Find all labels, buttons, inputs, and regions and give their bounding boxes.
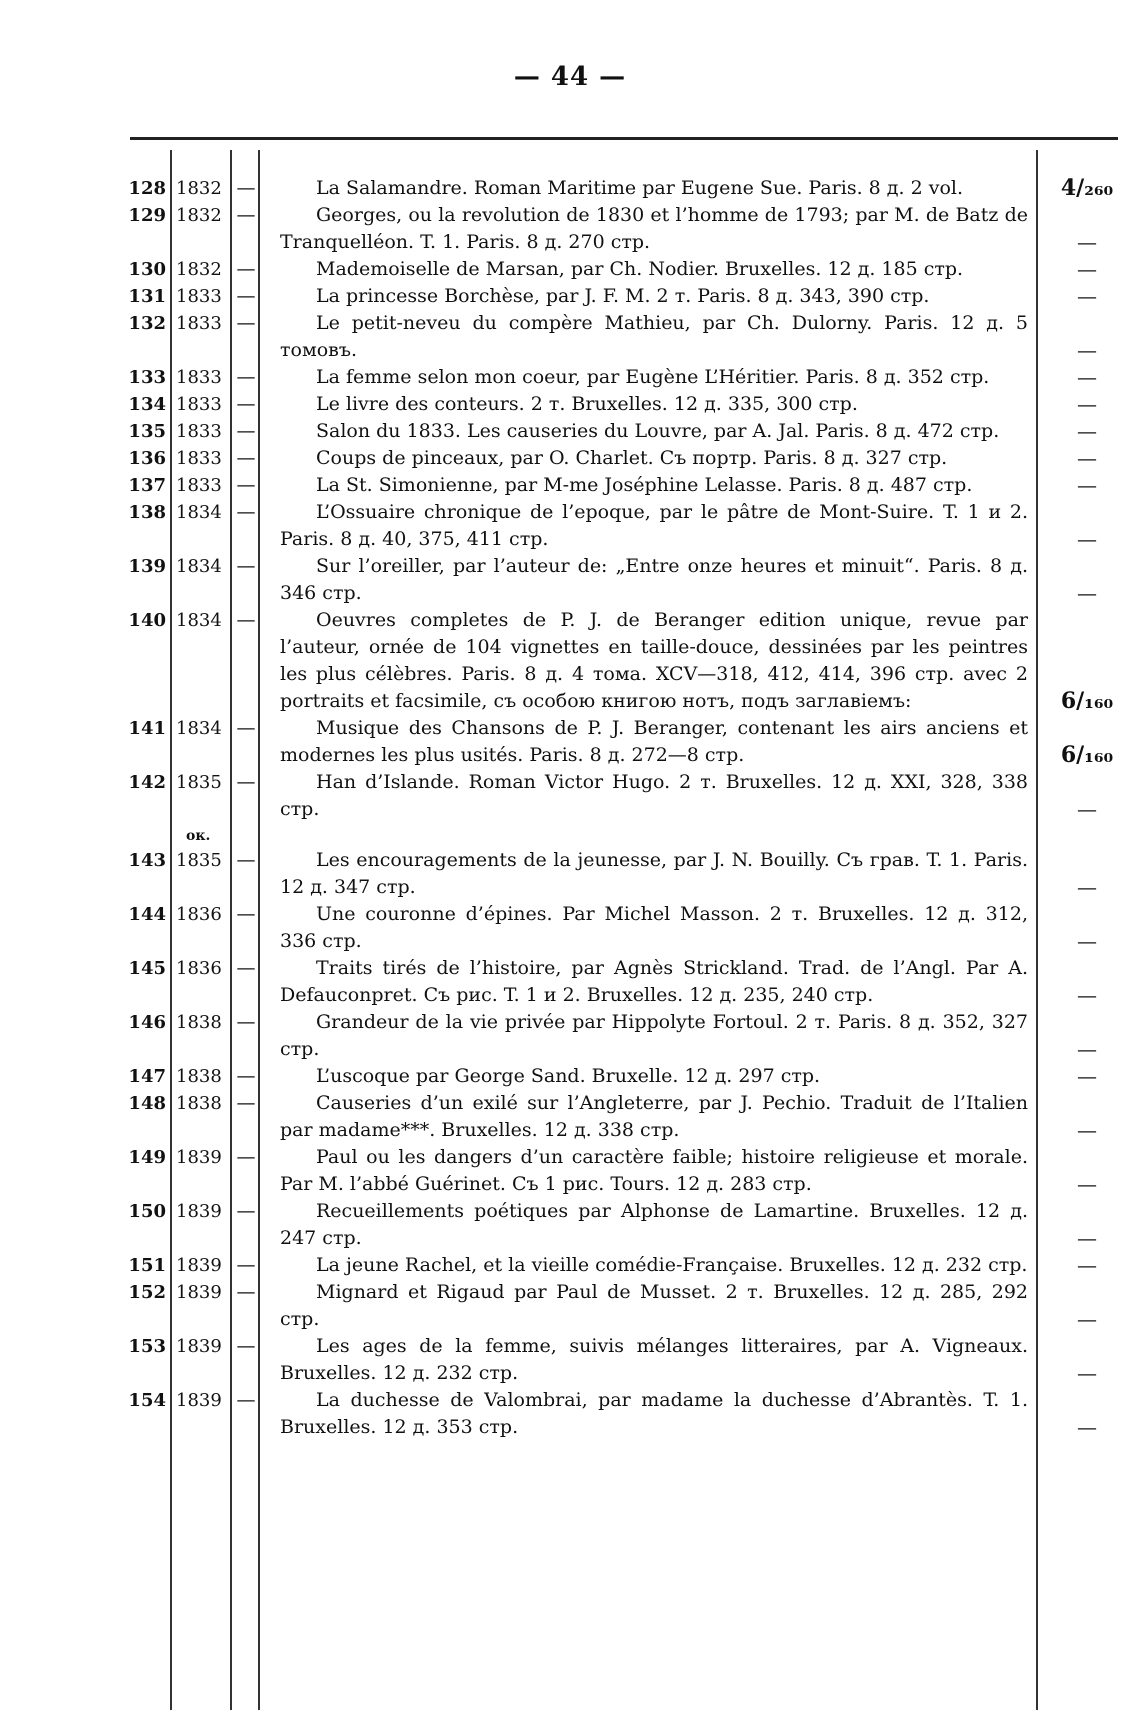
entry-year: 1838 bbox=[176, 1093, 222, 1114]
entry-dash: — bbox=[236, 903, 256, 925]
entry-year: 1834 bbox=[176, 610, 222, 631]
catalog-entry bbox=[0, 553, 1140, 607]
entry-price: — bbox=[1077, 473, 1097, 497]
entry-price: — bbox=[1077, 1172, 1097, 1196]
entry-price: — bbox=[1077, 365, 1097, 389]
entry-description: L’Ossuaire chronique de l’epoque, par le pâtre de Mont-Suire. T. 1 и 2. Paris. 8 д. 40, 375, 411 стр. bbox=[280, 501, 1028, 550]
entry-year: 1832 bbox=[176, 259, 222, 280]
catalog-entry bbox=[0, 828, 1140, 901]
catalog-entry bbox=[0, 1090, 1140, 1144]
entry-year: 1839 bbox=[176, 1255, 222, 1276]
entry-number: 130 bbox=[128, 259, 166, 280]
entry-description: Coups de pinceaux, par O. Charlet. Съ портр. Paris. 8 д. 327 стр. bbox=[316, 447, 948, 469]
entry-description: La Salamandre. Roman Maritime par Eugene Sue. Paris. 8 д. 2 vol. bbox=[316, 177, 963, 199]
entry-description: Grandeur de la vie privée par Hippolyte Fortoul. 2 т. Paris. 8 д. 352, 327 стр. bbox=[280, 1011, 1028, 1060]
entry-price: — bbox=[1077, 419, 1097, 443]
catalog-entry bbox=[0, 445, 1140, 472]
entry-dash: — bbox=[236, 1200, 256, 1222]
entry-description: Le petit-neveu du compère Mathieu, par Ch. Dulorny. Paris. 12 д. 5 томовъ. bbox=[280, 312, 1028, 361]
entry-price: — bbox=[1077, 1361, 1097, 1385]
entry-price: — bbox=[1077, 230, 1097, 254]
catalog-entry bbox=[0, 1063, 1140, 1090]
entry-description: Le livre des conteurs. 2 т. Bruxelles. 12 д. 335, 300 стр. bbox=[316, 393, 858, 415]
entry-dash: — bbox=[236, 555, 256, 577]
entry-dash: — bbox=[236, 285, 256, 307]
entry-price: — bbox=[1077, 929, 1097, 953]
entry-description: Salon du 1833. Les causeries du Louvre, par A. Jal. Paris. 8 д. 472 стр. bbox=[316, 420, 1000, 442]
entry-dash: — bbox=[236, 1146, 256, 1168]
entry-price: — bbox=[1077, 1037, 1097, 1061]
entry-price: — bbox=[1077, 257, 1097, 281]
entry-year: 1835 bbox=[176, 772, 222, 793]
catalog-entry bbox=[0, 769, 1140, 823]
entry-dash: — bbox=[236, 393, 256, 415]
entry-price: — bbox=[1077, 1118, 1097, 1142]
entry-dash: — bbox=[236, 474, 256, 496]
entry-dash: — bbox=[236, 1389, 256, 1411]
entry-price: — bbox=[1077, 1415, 1097, 1439]
entry-number: 147 bbox=[128, 1066, 166, 1087]
catalog-entry bbox=[0, 1198, 1140, 1252]
entry-description: L’uscoque par George Sand. Bruxelle. 12 д. 297 стр. bbox=[316, 1065, 821, 1087]
entry-price: 6/₁₆₀ bbox=[1060, 688, 1114, 714]
entry-spacer bbox=[0, 823, 1140, 847]
entry-dash: — bbox=[236, 366, 256, 388]
catalog-entry bbox=[0, 1144, 1140, 1198]
entry-year: 1833 bbox=[176, 313, 222, 334]
entry-price: — bbox=[1077, 1307, 1097, 1331]
entry-price: — bbox=[1077, 875, 1097, 899]
entry-price: — bbox=[1077, 1226, 1097, 1250]
entry-dash: — bbox=[236, 447, 256, 469]
entry-number: 143 bbox=[128, 850, 166, 871]
entry-number: 150 bbox=[128, 1201, 166, 1222]
entry-number: 140 bbox=[128, 610, 166, 631]
entry-year: 1839 bbox=[176, 1336, 222, 1357]
entry-price: — bbox=[1077, 284, 1097, 308]
entry-description: Les encouragements de la jeunesse, par J. N. Bouilly. Съ грав. T. 1. Paris. 12 д. 347 стр. bbox=[280, 849, 1028, 898]
catalog-entry bbox=[0, 901, 1140, 955]
header-rule bbox=[130, 137, 1118, 140]
entry-number: 146 bbox=[128, 1012, 166, 1033]
catalog-entry bbox=[0, 607, 1140, 715]
catalog-list bbox=[0, 175, 1140, 1441]
entry-year: 1839 bbox=[176, 1147, 222, 1168]
entry-description: Paul ou les dangers d’un caractère faible; histoire religieuse et morale. Par M. l’abbé Guérinet. Съ 1 рис. Tours. 12 д. 283 стр. bbox=[280, 1146, 1028, 1195]
entry-description: Traits tirés de l’histoire, par Agnès Strickland. Trad. de l’Angl. Par A. Defauconpret. Съ рис. T. 1 и 2. Bruxelles. 12 д. 235, 240 стр. bbox=[280, 957, 1028, 1006]
entry-description: Recueillements poétiques par Alphonse de Lamartine. Bruxelles. 12 д. 247 стр. bbox=[280, 1200, 1028, 1249]
entry-year: 1836 bbox=[176, 904, 222, 925]
entry-dash: — bbox=[236, 1254, 256, 1276]
entry-price: — bbox=[1077, 797, 1097, 821]
entry-description: Les ages de la femme, suivis mélanges litteraires, par A. Vigneaux. Bruxelles. 12 д. 232 стр. bbox=[280, 1335, 1028, 1384]
entry-number: 131 bbox=[128, 286, 166, 307]
entry-description: La duchesse de Valombrai, par madame la duchesse d’Abrantès. T. 1. Bruxelles. 12 д. 353 стр. bbox=[280, 1389, 1028, 1438]
entry-year: 1834 bbox=[176, 502, 222, 523]
entry-description: Oeuvres completes de P. J. de Beranger edition unique, revue par l’auteur, ornée de 104 vignettes en taille-douce, dessinées par les peintres les plus célèbres. Paris. 8 д. 4 тома. XCV—318, 412, 414, 396 стр. avec 2 portraits et facsimile, съ особою книгою нотъ, подъ заглавіемъ: bbox=[280, 609, 1028, 712]
catalog-entry bbox=[0, 472, 1140, 499]
entry-dash: — bbox=[236, 1092, 256, 1114]
entry-number: 152 bbox=[128, 1282, 166, 1303]
catalog-entry bbox=[0, 715, 1140, 769]
entry-number: 149 bbox=[128, 1147, 166, 1168]
entry-dash: — bbox=[236, 501, 256, 523]
catalog-entry bbox=[0, 1279, 1140, 1333]
catalog-entry bbox=[0, 499, 1140, 553]
entry-description: Sur l’oreiller, par l’auteur de: „Entre onze heures et minuit“. Paris. 8 д. 346 стр. bbox=[280, 555, 1028, 604]
entry-year: 1833 bbox=[176, 394, 222, 415]
entry-year: 1833 bbox=[176, 421, 222, 442]
entry-year: 1836 bbox=[176, 958, 222, 979]
entry-dash: — bbox=[236, 717, 256, 739]
catalog-entry bbox=[0, 256, 1140, 283]
entry-description: La femme selon mon coeur, par Eugène L’Héritier. Paris. 8 д. 352 стр. bbox=[316, 366, 990, 388]
entry-year: 1832 bbox=[176, 205, 222, 226]
catalog-entry bbox=[0, 1009, 1140, 1063]
catalog-entry bbox=[0, 364, 1140, 391]
entry-dash: — bbox=[236, 609, 256, 631]
catalog-entry bbox=[0, 283, 1140, 310]
catalog-entry bbox=[0, 1333, 1140, 1387]
entry-dash: — bbox=[236, 957, 256, 979]
entry-description: Georges, ou la revolution de 1830 et l’homme de 1793; par M. de Batz de Tranquelléon. T. 1. Paris. 8 д. 270 стр. bbox=[280, 204, 1028, 253]
entry-year: 1833 bbox=[176, 367, 222, 388]
entry-year: 1839 bbox=[176, 1282, 222, 1303]
catalog-entry bbox=[0, 310, 1140, 364]
entry-price: — bbox=[1077, 446, 1097, 470]
entry-year: 1833 bbox=[176, 448, 222, 469]
entry-number: 137 bbox=[128, 475, 166, 496]
entry-dash: — bbox=[236, 1335, 256, 1357]
entry-description: La jeune Rachel, et la vieille comédie-Française. Bruxelles. 12 д. 232 стр. bbox=[316, 1254, 1028, 1276]
entry-year: 1833 bbox=[176, 286, 222, 307]
catalog-entry bbox=[0, 1387, 1140, 1441]
entry-approx-mark: ок. bbox=[186, 828, 211, 844]
entry-number: 142 bbox=[128, 772, 166, 793]
entry-price: — bbox=[1077, 392, 1097, 416]
entry-number: 128 bbox=[128, 178, 166, 199]
page-number: — 44 — bbox=[513, 62, 627, 92]
entry-number: 139 bbox=[128, 556, 166, 577]
entry-dash: — bbox=[236, 1281, 256, 1303]
entry-number: 134 bbox=[128, 394, 166, 415]
entry-dash: — bbox=[236, 204, 256, 226]
entry-description: La princesse Borchèse, par J. F. M. 2 т. Paris. 8 д. 343, 390 стр. bbox=[316, 285, 930, 307]
entry-year: 1834 bbox=[176, 718, 222, 739]
entry-year: 1832 bbox=[176, 178, 222, 199]
entry-price: — bbox=[1077, 581, 1097, 605]
entry-number: 129 bbox=[128, 205, 166, 226]
entry-description: La St. Simonienne, par M-me Joséphine Lelasse. Paris. 8 д. 487 стр. bbox=[316, 474, 973, 496]
catalog-entry bbox=[0, 202, 1140, 256]
entry-number: 138 bbox=[128, 502, 166, 523]
entry-number: 132 bbox=[128, 313, 166, 334]
entry-description: Musique des Chansons de P. J. Beranger, contenant les airs anciens et modernes les plus usités. Paris. 8 д. 272—8 стр. bbox=[280, 717, 1028, 766]
entry-description: Han d’Islande. Roman Victor Hugo. 2 т. Bruxelles. 12 д. XXI, 328, 338 стр. bbox=[280, 771, 1028, 820]
entry-dash: — bbox=[236, 771, 256, 793]
catalog-entry bbox=[0, 391, 1140, 418]
catalog-entry bbox=[0, 955, 1140, 1009]
entry-number: 136 bbox=[128, 448, 166, 469]
entry-price: — bbox=[1077, 1253, 1097, 1277]
entry-year: 1834 bbox=[176, 556, 222, 577]
entry-description: Une couronne d’épines. Par Michel Masson. 2 т. Bruxelles. 12 д. 312, 336 стр. bbox=[280, 903, 1028, 952]
entry-number: 151 bbox=[128, 1255, 166, 1276]
entry-number: 145 bbox=[128, 958, 166, 979]
entry-dash: — bbox=[236, 849, 256, 871]
entry-year: 1839 bbox=[176, 1390, 222, 1411]
entry-number: 148 bbox=[128, 1093, 166, 1114]
entry-year: 1833 bbox=[176, 475, 222, 496]
entry-dash: — bbox=[236, 312, 256, 334]
entry-price: — bbox=[1077, 983, 1097, 1007]
entry-price: — bbox=[1077, 527, 1097, 551]
entry-number: 133 bbox=[128, 367, 166, 388]
entry-number: 144 bbox=[128, 904, 166, 925]
entry-year: 1835 bbox=[176, 850, 222, 871]
entry-year: 1839 bbox=[176, 1201, 222, 1222]
entry-year: 1838 bbox=[176, 1012, 222, 1033]
entry-year: 1838 bbox=[176, 1066, 222, 1087]
entry-dash: — bbox=[236, 1011, 256, 1033]
entry-number: 153 bbox=[128, 1336, 166, 1357]
entry-price: — bbox=[1077, 1064, 1097, 1088]
entry-dash: — bbox=[236, 420, 256, 442]
entry-dash: — bbox=[236, 258, 256, 280]
entry-price: 6/₁₆₀ bbox=[1060, 742, 1114, 768]
entry-description: Causeries d’un exilé sur l’Angleterre, par J. Pechio. Traduit de l’Italien par madame***. Bruxelles. 12 д. 338 стр. bbox=[280, 1092, 1028, 1141]
catalog-entry bbox=[0, 418, 1140, 445]
entry-description: Mademoiselle de Marsan, par Ch. Nodier. Bruxelles. 12 д. 185 стр. bbox=[316, 258, 964, 280]
entry-description: Mignard et Rigaud par Paul de Musset. 2 т. Bruxelles. 12 д. 285, 292 стр. bbox=[280, 1281, 1028, 1330]
entry-number: 141 bbox=[128, 718, 166, 739]
catalog-entry bbox=[0, 1252, 1140, 1279]
entry-dash: — bbox=[236, 177, 256, 199]
entry-number: 154 bbox=[128, 1390, 166, 1411]
entry-price: — bbox=[1077, 338, 1097, 362]
entry-number: 135 bbox=[128, 421, 166, 442]
catalog-entry bbox=[0, 175, 1140, 202]
entry-price: 4/₂₆₀ bbox=[1060, 175, 1114, 201]
entry-dash: — bbox=[236, 1065, 256, 1087]
